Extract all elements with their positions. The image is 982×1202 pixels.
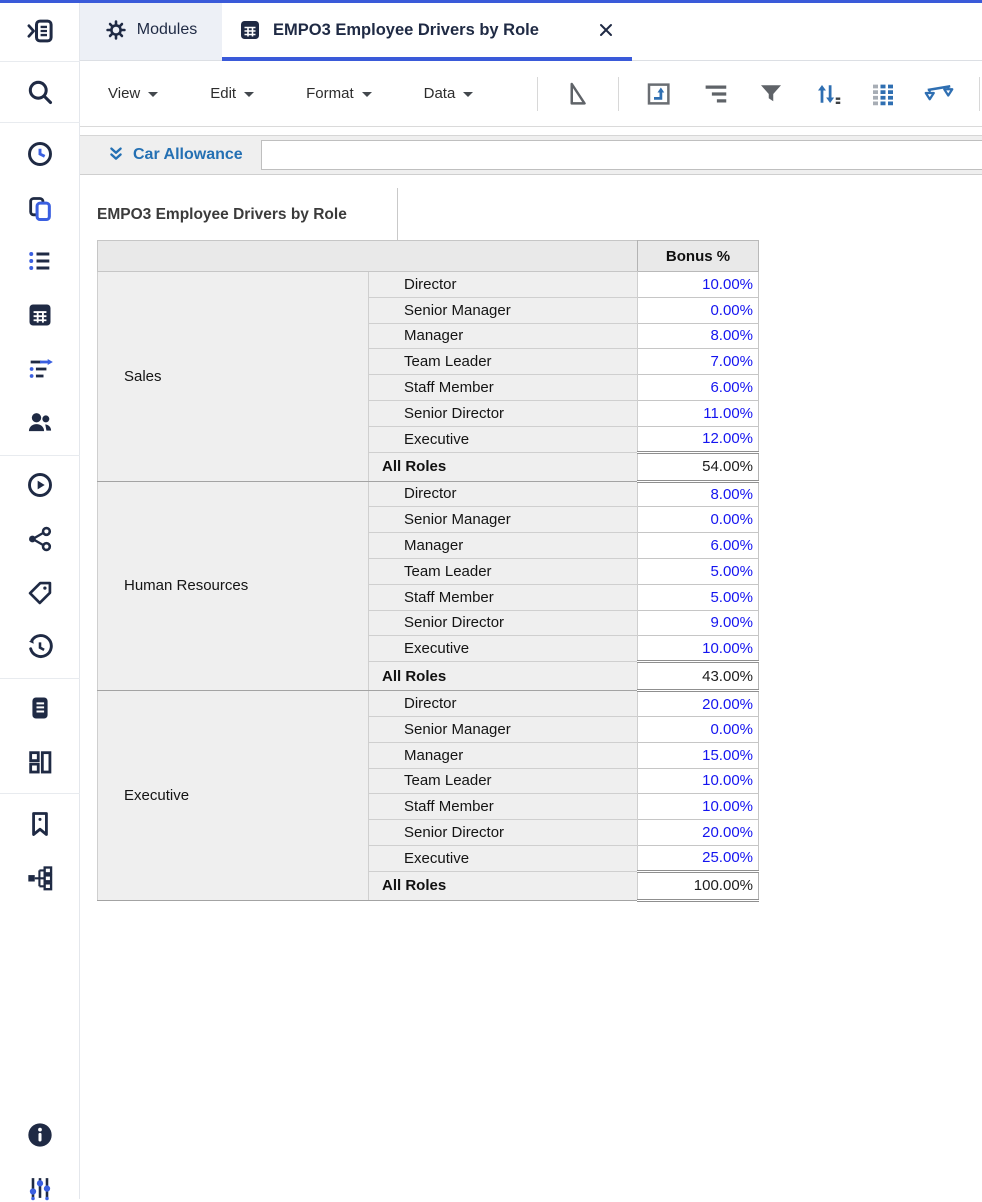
search-icon[interactable]: [26, 78, 54, 106]
sort-icon[interactable]: [810, 77, 844, 111]
tab-modules[interactable]: [80, 0, 222, 60]
grid-cell[interactable]: 5.00%: [638, 584, 759, 610]
outline-levels-icon[interactable]: [698, 77, 732, 111]
grid-cell[interactable]: 10.00%: [638, 636, 759, 662]
grid-cell[interactable]: 6.00%: [638, 375, 759, 401]
menu-view[interactable]: [108, 85, 158, 102]
row-label[interactable]: Team Leader: [369, 768, 638, 794]
row-label[interactable]: Executive: [369, 426, 638, 452]
toolbar-separator: [537, 77, 538, 111]
menu-data[interactable]: [424, 85, 474, 102]
panel-open-icon[interactable]: [26, 17, 54, 45]
grid-cell[interactable]: 0.00%: [638, 716, 759, 742]
top-accent-bar: [0, 0, 982, 3]
row-label[interactable]: Staff Member: [369, 375, 638, 401]
row-label[interactable]: Manager: [369, 533, 638, 559]
toolbar-gap: [80, 127, 982, 135]
grid-header-row: [98, 241, 759, 272]
row-group-label[interactable]: Human Resources: [98, 481, 369, 691]
row-label[interactable]: Senior Manager: [369, 507, 638, 533]
processes-play-icon[interactable]: [26, 471, 54, 499]
grid-cell[interactable]: 10.00%: [638, 768, 759, 794]
row-label[interactable]: Senior Manager: [369, 716, 638, 742]
toolbar-separator: [979, 77, 980, 111]
module-content: [80, 175, 982, 1199]
main-area: [80, 0, 982, 1199]
tags-icon[interactable]: [26, 579, 54, 607]
total-cell[interactable]: 43.00%: [638, 662, 759, 691]
history-icon[interactable]: [26, 633, 54, 661]
row-label[interactable]: Senior Director: [369, 820, 638, 846]
row-label[interactable]: Manager: [369, 742, 638, 768]
grid-cell[interactable]: 11.00%: [638, 400, 759, 426]
grid-cell[interactable]: 6.00%: [638, 533, 759, 559]
menu-edit[interactable]: [210, 85, 254, 102]
total-row-label[interactable]: All Roles: [369, 662, 638, 691]
row-label[interactable]: Staff Member: [369, 794, 638, 820]
notes-icon[interactable]: [26, 694, 54, 722]
row-label[interactable]: Senior Manager: [369, 297, 638, 323]
row-label[interactable]: Staff Member: [369, 584, 638, 610]
grid-row: [98, 272, 759, 298]
list-icon[interactable]: [26, 247, 54, 275]
menu-view-label: View: [108, 85, 141, 102]
row-group-label[interactable]: Sales: [98, 272, 369, 482]
module-grid: [97, 240, 759, 902]
menu-format[interactable]: [306, 85, 372, 102]
grid-cell[interactable]: 20.00%: [638, 820, 759, 846]
grid-cell[interactable]: 8.00%: [638, 323, 759, 349]
scale-balance-icon[interactable]: [922, 77, 956, 111]
chevron-down-icon: [362, 92, 372, 98]
copy-pages-icon[interactable]: [26, 195, 54, 223]
menu-data-label: Data: [423, 85, 456, 102]
module-title: EMPO3 Employee Drivers by Role: [97, 206, 347, 223]
share-icon[interactable]: [26, 525, 54, 553]
pivot-icon[interactable]: [642, 77, 676, 111]
grid-corner-header[interactable]: [98, 241, 638, 272]
select-pointer-icon[interactable]: [561, 77, 595, 111]
grid-cell[interactable]: 5.00%: [638, 558, 759, 584]
recent-clock-icon[interactable]: [26, 140, 54, 168]
grid-row: [98, 691, 759, 717]
chevron-double-down-icon[interactable]: [105, 144, 127, 166]
close-icon[interactable]: [596, 20, 616, 40]
grid-cell[interactable]: 10.00%: [638, 272, 759, 298]
row-label[interactable]: Director: [369, 272, 638, 298]
row-label[interactable]: Executive: [369, 636, 638, 662]
actions-arrow-icon[interactable]: [26, 355, 54, 383]
total-cell[interactable]: 54.00%: [638, 452, 759, 481]
chevron-down-icon: [148, 92, 158, 98]
grid-cell[interactable]: 25.00%: [638, 845, 759, 871]
tab-modules-label: Modules: [136, 21, 198, 38]
row-label[interactable]: Executive: [369, 845, 638, 871]
row-label[interactable]: Senior Director: [369, 610, 638, 636]
settings-sliders-icon[interactable]: [26, 1174, 54, 1202]
chevron-down-icon: [244, 92, 254, 98]
left-sidebar: [0, 0, 80, 1199]
tab-module-empo3[interactable]: [222, 0, 632, 60]
cell-grid-icon[interactable]: [866, 77, 900, 111]
row-label[interactable]: Manager: [369, 323, 638, 349]
grid-cell[interactable]: 12.00%: [638, 426, 759, 452]
filter-icon[interactable]: [754, 77, 788, 111]
grid-cell[interactable]: 7.00%: [638, 349, 759, 375]
sidebar-divider: [0, 455, 80, 456]
grid-cell[interactable]: 9.00%: [638, 610, 759, 636]
grid-cell[interactable]: 8.00%: [638, 481, 759, 507]
row-label[interactable]: Senior Director: [369, 400, 638, 426]
grid-cell[interactable]: 0.00%: [638, 297, 759, 323]
hierarchy-icon[interactable]: [26, 864, 54, 892]
selected-line-item-label: Car Allowance: [133, 146, 243, 163]
menu-format-label: Format: [306, 85, 354, 102]
bookmarks-icon[interactable]: [26, 810, 54, 838]
info-icon[interactable]: [26, 1121, 54, 1149]
gear-icon: [105, 19, 127, 41]
grid-cell[interactable]: 0.00%: [638, 507, 759, 533]
grid-row: [98, 481, 759, 507]
total-row-label[interactable]: All Roles: [369, 871, 638, 900]
toolbar: [80, 61, 982, 127]
menu-edit-label: Edit: [210, 85, 237, 102]
sidebar-divider: [0, 61, 80, 62]
users-icon[interactable]: [26, 409, 54, 437]
grid-cell[interactable]: 10.00%: [638, 794, 759, 820]
grid-cell[interactable]: 20.00%: [638, 691, 759, 717]
tab-module-label: EMPO3 Employee Drivers by Role: [273, 20, 539, 39]
module-grid-icon: [238, 18, 262, 42]
row-label[interactable]: Team Leader: [369, 349, 638, 375]
row-label[interactable]: Director: [369, 481, 638, 507]
total-row-label[interactable]: All Roles: [369, 452, 638, 481]
toolbar-separator: [618, 77, 619, 111]
sidebar-divider: [0, 793, 80, 794]
formula-bar: [80, 135, 982, 175]
title-divider: [397, 188, 398, 240]
total-cell[interactable]: 100.00%: [638, 871, 759, 900]
sidebar-divider: [0, 678, 80, 679]
row-group-label[interactable]: Executive: [98, 691, 369, 901]
grid-column-header[interactable]: Bonus %: [638, 241, 759, 272]
tab-bar: [80, 0, 982, 61]
row-label[interactable]: Team Leader: [369, 558, 638, 584]
dashboards-icon[interactable]: [26, 748, 54, 776]
chevron-down-icon: [463, 92, 473, 98]
modules-grid-icon[interactable]: [26, 301, 54, 329]
row-label[interactable]: Director: [369, 691, 638, 717]
formula-input[interactable]: [261, 140, 982, 170]
sidebar-divider: [0, 122, 80, 123]
grid-cell[interactable]: 15.00%: [638, 742, 759, 768]
